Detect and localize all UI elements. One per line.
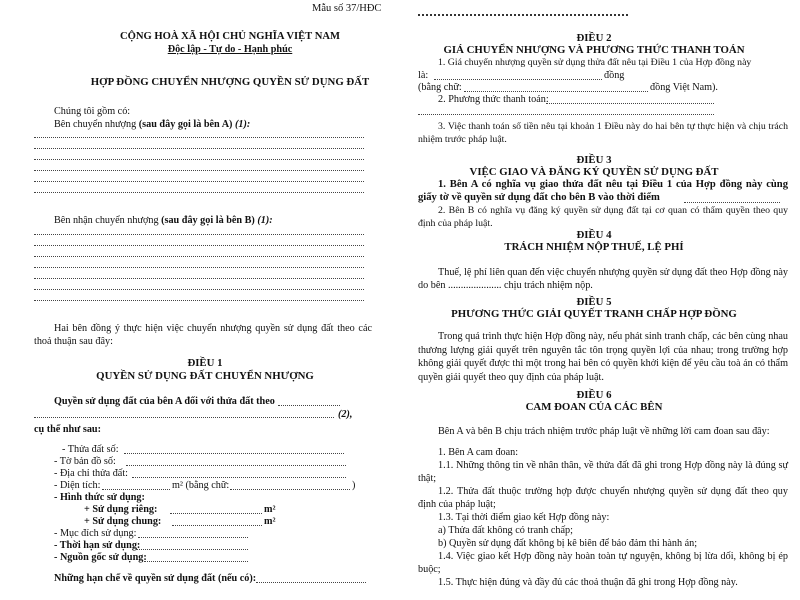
article-2-words: (bằng chữ: [418, 82, 462, 93]
field-address-blank [132, 477, 346, 478]
field-parcel-number-blank [124, 453, 344, 454]
party-a-line [54, 118, 250, 131]
article-3-number: ĐIỀU 3 [576, 154, 612, 166]
article-6-item-b: b) Quyền sử dụng đất không bị kê biên để bảo đảm thi hành án; [438, 538, 698, 549]
article-2-p1: 1. Giá chuyển nhượng quyền sử dụng thửa đất nêu tại Điều 1 của Hợp đồng này [438, 57, 752, 68]
article-3-date-blank [684, 202, 780, 203]
field-private-use-unit: m² [264, 504, 276, 515]
article-1-title: QUYỀN SỬ DỤNG ĐẤT CHUYỂN NHƯỢNG [96, 370, 314, 382]
article-5-title: PHƯƠNG THỨC GIẢI QUYẾT TRANH CHẤP HỢP ĐỒNG [451, 308, 737, 320]
party-a-blank-6 [34, 192, 364, 193]
article-4-number: ĐIỀU 4 [576, 229, 612, 241]
field-area-blank [102, 489, 170, 490]
party-b-blank-3 [34, 256, 364, 257]
article-6-intro: Bên A và bên B chịu trách nhiệm trước pháp luật về những lời cam đoan sau đây: [438, 426, 770, 437]
party-b-blank-1 [34, 234, 364, 235]
party-b-label: Bên nhận chuyển nhượng [54, 215, 159, 226]
article-6-item-a: a) Thửa đất không có tranh chấp; [438, 525, 573, 536]
article-1-specifics: cụ thể như sau: [34, 424, 101, 435]
article-1-lead-blank-2 [34, 417, 334, 418]
field-area-words-blank [230, 489, 350, 490]
party-a-note: (1): [235, 119, 251, 130]
article-6-item-1-2: 1.2. Thửa đất thuộc trường hợp được chuyển nhượng quyền sử dụng đất theo quy định của pháp luật; [418, 486, 788, 510]
article-5-p1: Trong quá trình thực hiện Hợp đồng này, nếu phát sinh tranh chấp, các bên cùng nhau thương lượng giải quyết trên nguyên tắc tôn trọng quyền lợi của nhau; trong trường hợp không giải quyết được thì một trong hai bên có quyền khởi kiện để yêu cầu toà án có thẩm quyền giải quyết theo quy định của pháp luật. [418, 331, 788, 383]
article-2-number: ĐIỀU 2 [576, 32, 612, 44]
national-motto: Độc lập - Tự do - Hạnh phúc [167, 44, 293, 55]
party-b-blank-6 [34, 289, 364, 290]
field-common-use-blank [172, 525, 262, 526]
field-private-use-blank [170, 513, 262, 514]
article-2-price-blank [434, 79, 602, 80]
document-page-right [404, 0, 800, 600]
field-parcel-number: - Thửa đất số: [62, 444, 119, 455]
party-b-blank-4 [34, 267, 364, 268]
article-2-p2: 2. Phương thức thanh toán: [438, 94, 549, 105]
article-6-title: CAM ĐOAN CỦA CÁC BÊN [525, 401, 663, 413]
article-6-item-1-5: 1.5. Thực hiện đúng và đầy đủ các thoả thuận đã ghi trong Hợp đồng này. [438, 577, 738, 588]
field-term: - Thời hạn sử dụng: [54, 540, 141, 551]
article-4-p1: Thuế, lệ phí liên quan đến việc chuyển nhượng quyền sử dụng đất theo Hợp đồng này do bên ..................... chịu trách nhiệm nộp. [418, 267, 788, 291]
article-2-words-blank [464, 91, 648, 92]
party-b-blank-2 [34, 245, 364, 246]
party-a-blank-2 [34, 148, 364, 149]
party-a-blank-1 [34, 137, 364, 138]
article-1-number: ĐIỀU 1 [187, 357, 223, 369]
field-map-sheet: - Tờ bản đồ số: [54, 456, 116, 467]
article-5-number: ĐIỀU 5 [576, 296, 612, 308]
field-address: - Địa chỉ thửa đất: [54, 468, 128, 479]
article-2-title: GIÁ CHUYỂN NHƯỢNG VÀ PHƯƠNG THỨC THANH TOÁN [443, 44, 745, 56]
document-title: HỢP ĐỒNG CHUYỂN NHƯỢNG QUYỀN SỬ DỤNG ĐẤT [90, 76, 370, 88]
field-area-unit: m² (bằng chữ: [172, 480, 230, 491]
article-2-p3: 3. Việc thanh toán số tiền nêu tại khoản 1 Điều này do hai bên tự thực hiện và chịu trách nhiệm trước pháp luật. [418, 121, 788, 145]
article-3-p1: 1. Bên A có nghĩa vụ giao thửa đất nêu tại Điều 1 của Hợp đồng này cùng giấy tờ về quyền sử dụng đất cho bên B vào thời điểm [418, 179, 788, 203]
article-3-title: VIỆC GIAO VÀ ĐĂNG KÝ QUYỀN SỬ DỤNG ĐẤT [469, 166, 719, 178]
article-2-words-end: đồng Việt Nam). [650, 82, 718, 93]
article-3-p2: 2. Bên B có nghĩa vụ đăng ký quyền sử dụng đất tại cơ quan có thẩm quyền theo quy định của pháp luật. [418, 205, 788, 229]
article-2-p2-blank [546, 103, 714, 104]
party-a-blank-5 [34, 181, 364, 182]
article-4-title: TRÁCH NHIỆM NỘP THUẾ, LỆ PHÍ [504, 241, 684, 253]
field-term-blank [136, 549, 248, 550]
form-number: Mẫu số 37/HĐC [312, 3, 382, 14]
field-common-use-unit: m² [264, 516, 276, 527]
article-1-lead-blank [278, 405, 340, 406]
party-b-note: (1): [257, 215, 273, 226]
article-6-item-1-1: 1.1. Những thông tin về nhân thân, về thửa đất đã ghi trong Hợp đồng này là đúng sự thật; [418, 460, 788, 484]
article-6-number: ĐIỀU 6 [576, 389, 612, 401]
article-2-currency: đồng [604, 70, 625, 81]
party-a-blank-4 [34, 170, 364, 171]
party-a-label: Bên chuyển nhượng [54, 119, 137, 130]
agreement-text: Hai bên đồng ý thực hiện việc chuyển nhượng quyền sử dụng đất theo các thoả thuận sau đây: [34, 323, 372, 347]
field-private-use: + Sử dụng riêng: [84, 504, 158, 515]
parties-intro: Chúng tôi gồm có: [54, 106, 131, 117]
article-1-lead: Quyền sử dụng đất của bên A đối với thửa đất theo [54, 396, 275, 407]
field-purpose-blank [138, 537, 248, 538]
party-b-blank-5 [34, 278, 364, 279]
article-1-note-2: (2), [338, 409, 353, 420]
party-b-line [54, 214, 273, 227]
article-2-p2-blank-2 [418, 114, 714, 115]
field-common-use: + Sử dụng chung: [84, 516, 162, 527]
party-b-bold: (sau đây gọi là bên B) [161, 215, 255, 226]
field-use-form: - Hình thức sử dụng: [54, 492, 145, 503]
article-6-item-1-4: 1.4. Việc giao kết Hợp đồng này hoàn toàn tự nguyện, không bị lừa dối, không bị ép buộc; [418, 551, 788, 575]
top-continuation-dots [418, 14, 628, 16]
restrictions-blank [256, 582, 366, 583]
field-map-sheet-blank [126, 465, 346, 466]
field-origin: - Nguồn gốc sử dụng: [54, 552, 147, 563]
party-a-bold: (sau đây gọi là bên A) [138, 119, 233, 130]
party-a-blank-3 [34, 159, 364, 160]
party-b-blank-7 [34, 300, 364, 301]
article-6-item-1: 1. Bên A cam đoan: [438, 447, 519, 458]
field-area-label: - Diện tích: [54, 480, 101, 491]
field-area-close: ) [352, 480, 356, 491]
restrictions-label: Những hạn chế về quyền sử dụng đất (nếu có): [54, 573, 257, 584]
article-2-p1-label: là: [418, 70, 429, 81]
article-6-item-1-3: 1.3. Tại thời điểm giao kết Hợp đồng này: [438, 512, 610, 523]
country-name: CỘNG HOÀ XÃ HỘI CHỦ NGHĨA VIỆT NAM [119, 31, 341, 42]
field-purpose: - Mục đích sử dụng: [54, 528, 137, 539]
field-origin-blank [144, 561, 248, 562]
